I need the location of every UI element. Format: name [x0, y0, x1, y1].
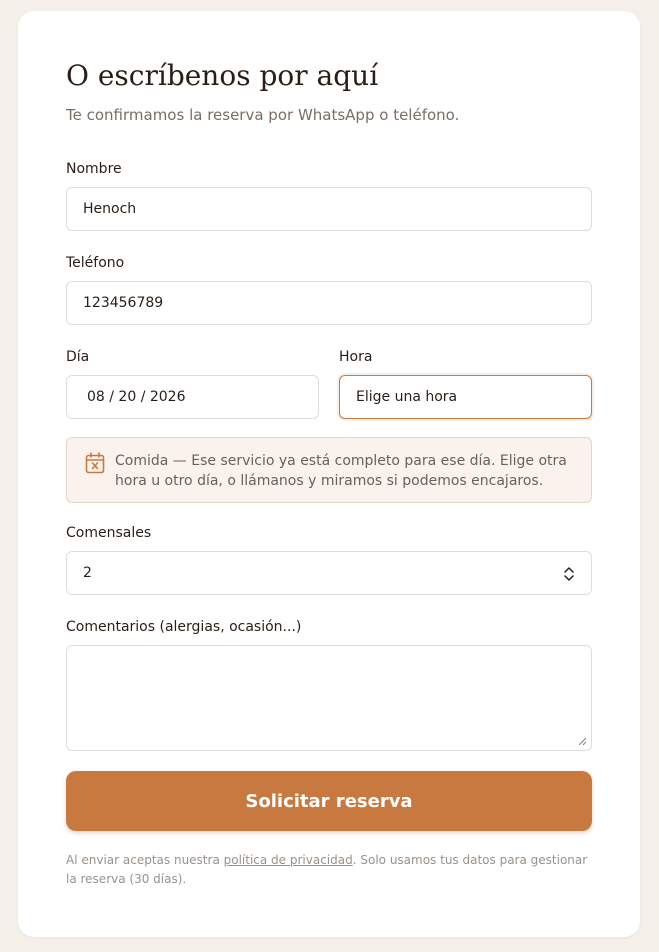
guests-stepper[interactable]: [66, 551, 592, 595]
comments-textarea[interactable]: [66, 645, 592, 751]
phone-value: 123456789: [83, 295, 164, 311]
availability-alert: [66, 437, 592, 503]
form-title: O escríbenos por aquí: [66, 59, 379, 92]
privacy-policy-link[interactable]: política de privacidad: [223, 853, 353, 867]
name-value: Henoch: [83, 201, 137, 217]
calendar-x-icon: [85, 452, 105, 474]
comments-label: Comentarios (alergias, ocasión...): [66, 619, 302, 635]
form-subtitle: Te confirmamos la reserva por WhatsApp o teléfono.: [66, 106, 460, 124]
reservation-card: [18, 11, 640, 937]
day-date-field[interactable]: [66, 375, 319, 419]
time-select[interactable]: [339, 375, 592, 419]
guests-value: 2: [83, 565, 92, 581]
submit-button[interactable]: Solicitar reserva: [66, 771, 592, 831]
privacy-notice: [66, 851, 592, 889]
resize-handle-icon[interactable]: [577, 736, 587, 746]
phone-label: Teléfono: [66, 255, 125, 271]
day-label: Día: [66, 349, 90, 365]
name-field[interactable]: [66, 187, 592, 231]
guests-label: Comensales: [66, 525, 152, 541]
time-label: Hora: [339, 349, 373, 365]
alert-message: Comida — Ese servicio ya está completo para ese día. Elige otra hora u otro día, o llámanos y miramos si podemos encajaros.: [115, 453, 567, 489]
privacy-prefix: Al enviar aceptas nuestra: [66, 853, 224, 867]
day-value: 08 / 20 / 2026: [87, 389, 186, 405]
name-label: Nombre: [66, 161, 122, 177]
privacy-suffix: . Solo usamos tus datos para gestionar la reserva (30 días).: [66, 853, 588, 886]
phone-field[interactable]: [66, 281, 592, 325]
stepper-arrows-icon[interactable]: [563, 565, 575, 583]
time-value: Elige una hora: [356, 389, 458, 405]
